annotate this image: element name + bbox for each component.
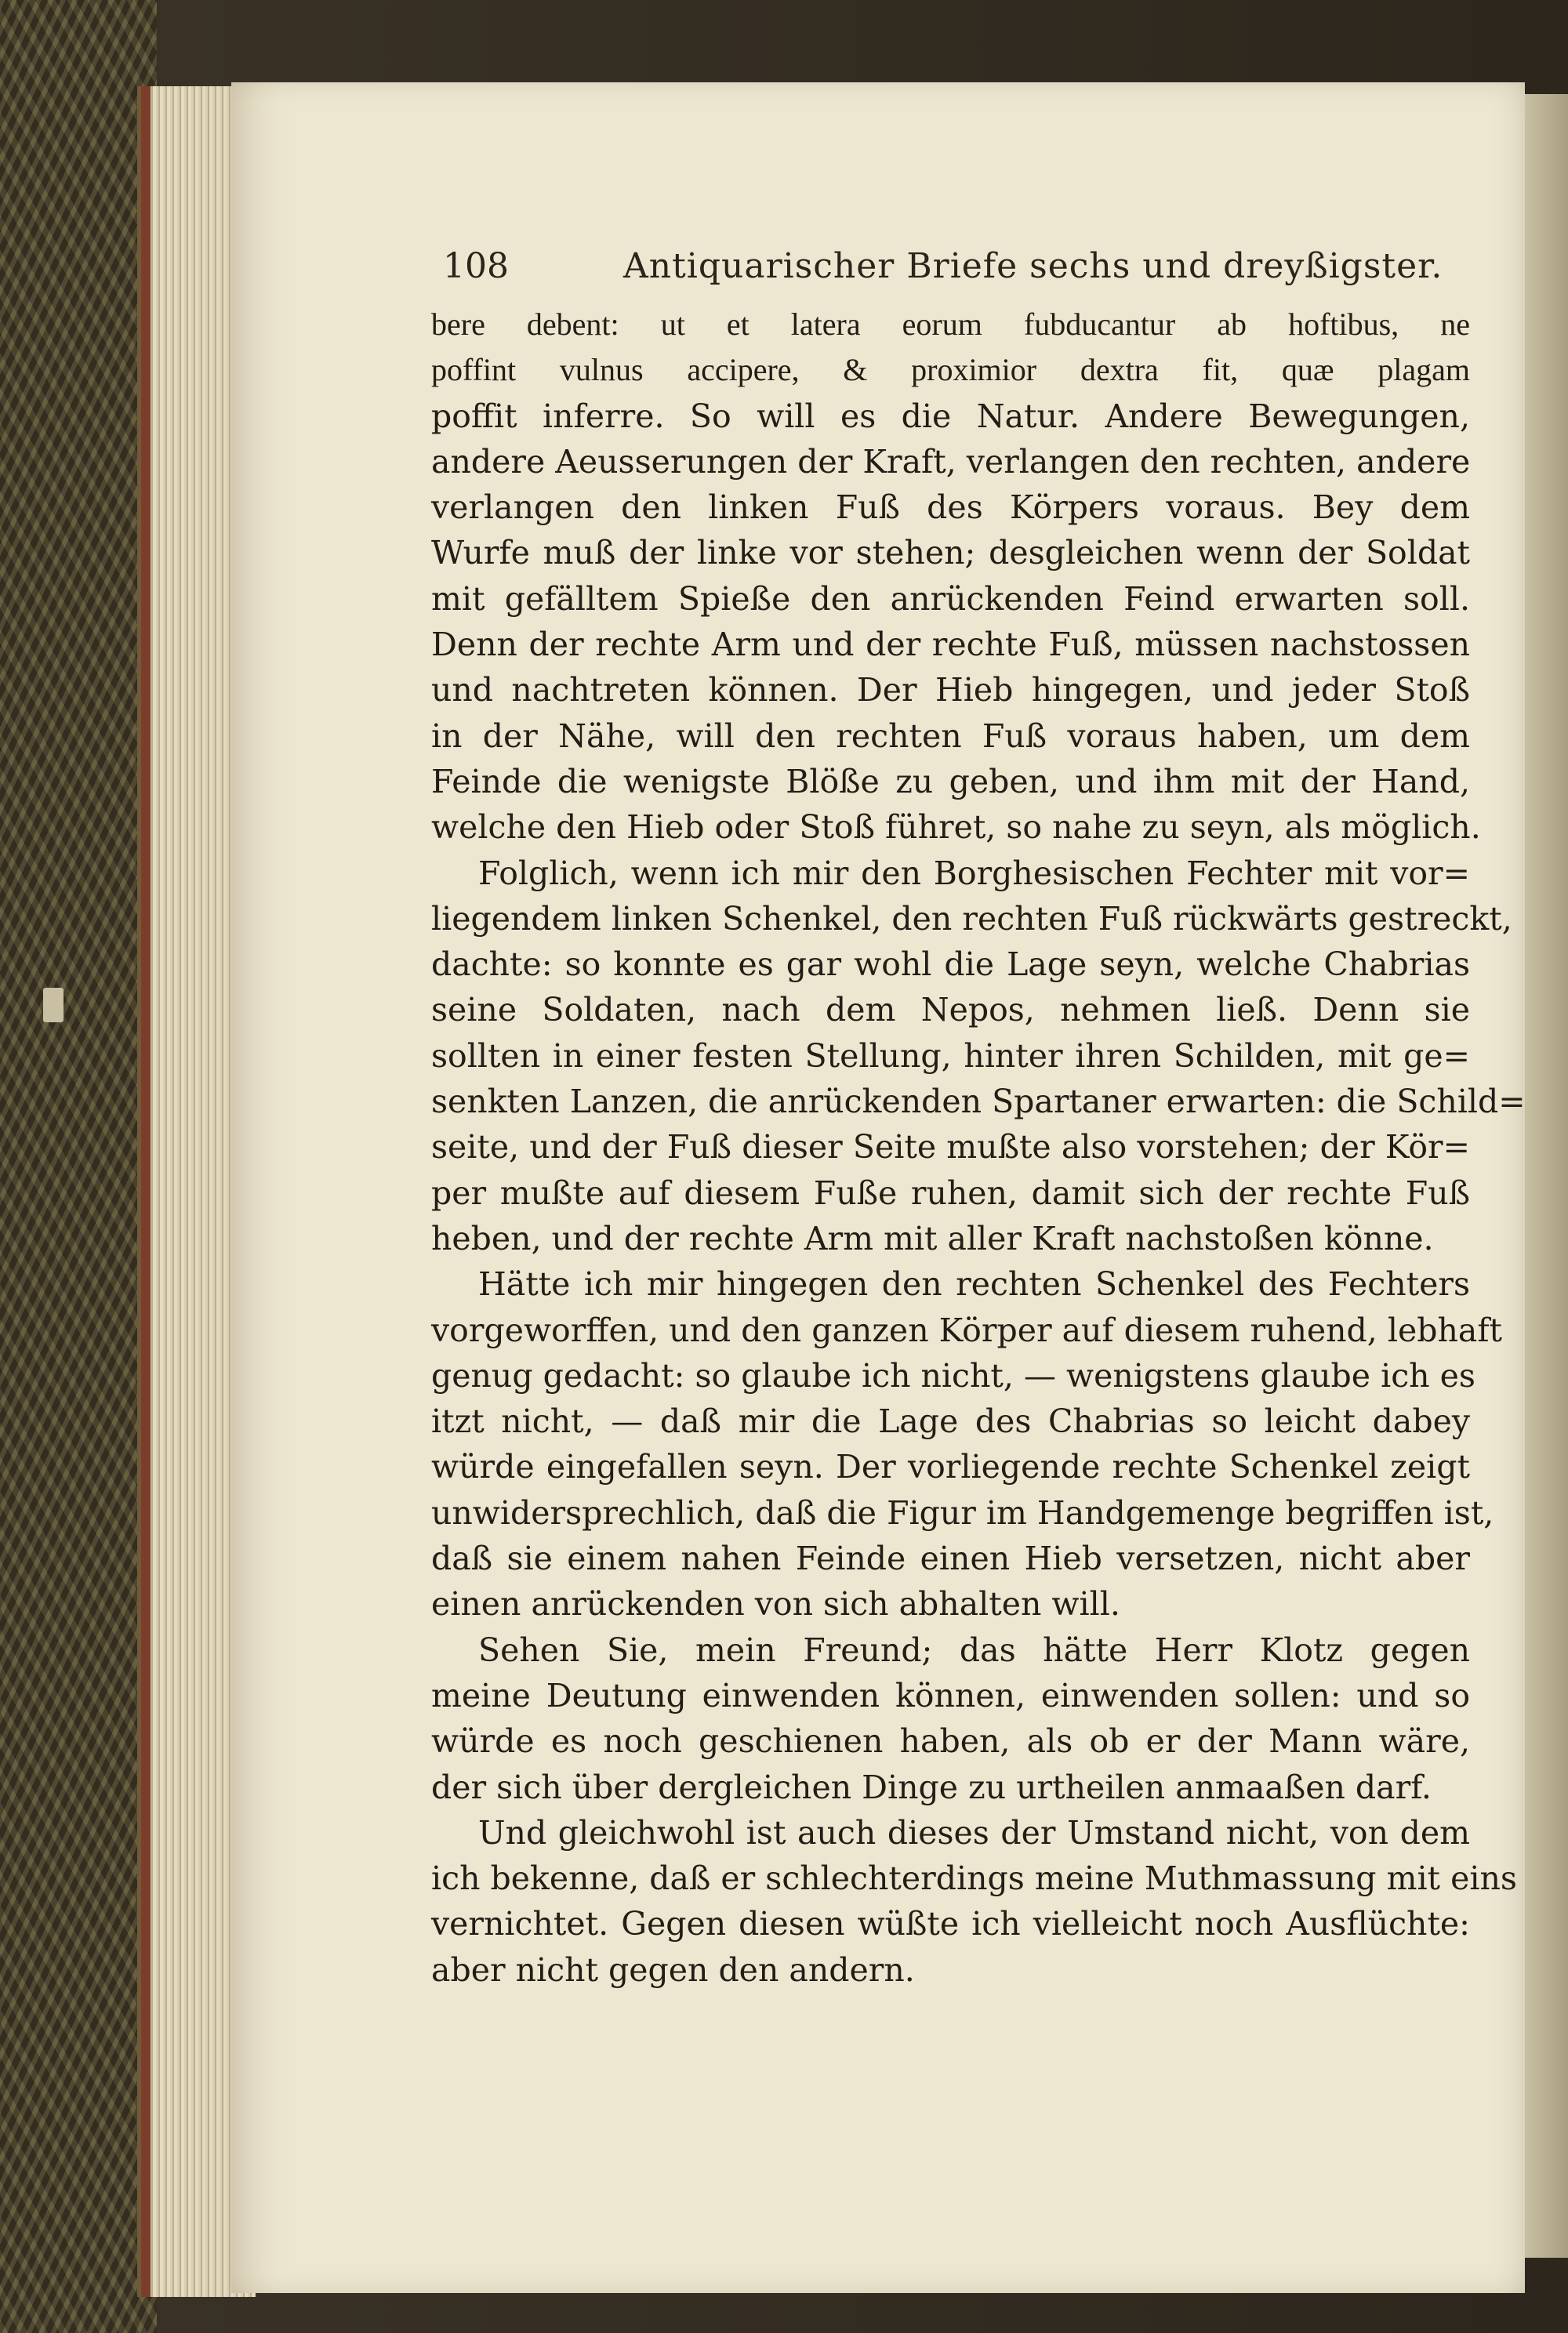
text-line: ich bekenne, daß er schlechterdings meine Muthmassung mit eins: [431, 1860, 1517, 1898]
page-header: [443, 235, 1462, 298]
text-line: verlangen den linken Fuß des Körpers voraus. Bey dem: [431, 488, 1470, 527]
text-line: welche den Hieb oder Stoß führet, so nahe zu seyn, als möglich.: [431, 808, 1481, 847]
text-line: Und gleichwohl ist auch dieses der Umstand nicht, von dem: [478, 1813, 1470, 1852]
text-line: dachte: so konnte es gar wohl die Lage seyn, welche Chabrias: [431, 945, 1470, 984]
text-line: itzt nicht, — daß mir die Lage des Chabrias so leicht dabey: [431, 1402, 1470, 1441]
text-line: Denn der rechte Arm und der rechte Fuß, müssen nachstossen: [431, 626, 1470, 664]
text-line: genug gedacht: so glaube ich nicht, — wenigstens glaube ich es: [431, 1356, 1475, 1395]
marbled-cover: [0, 0, 157, 2333]
text-line: andere Aeusserungen der Kraft, verlangen den rechten, andere: [431, 442, 1471, 481]
text-line: würde eingefallen seyn. Der vorliegende rechte Schenkel zeigt: [431, 1448, 1470, 1486]
cover-tab: [43, 988, 64, 1022]
text-line: sollten in einer festen Stellung, hinter ihren Schilden, mit ge=: [431, 1036, 1470, 1075]
text-line: Feinde die wenigste Blöße zu geben, und ihm mit der Hand,: [431, 762, 1470, 800]
text-line: würde es noch geschienen haben, als ob er der Mann wäre,: [431, 1722, 1470, 1761]
text-line: Folglich, wenn ich mir den Borghesischen Fechter mit vor=: [478, 854, 1470, 892]
text-line: liegendem linken Schenkel, den rechten Fuß rückwärts gestreckt,: [431, 899, 1512, 938]
text-line: poffint vulnus accipere, & proximior dextra fit, quæ plagam: [431, 352, 1470, 388]
text-line: heben, und der rechte Arm mit aller Kraft nachstoßen könne.: [431, 1219, 1434, 1257]
text-line: per mußte auf diesem Fuße ruhen, damit sich der rechte Fuß: [431, 1174, 1470, 1212]
text-line: vorgeworffen, und den ganzen Körper auf diesem ruhend, lebhaft: [431, 1311, 1502, 1349]
text-line: aber nicht gegen den andern.: [431, 1950, 915, 1989]
page-number: 108: [443, 246, 509, 286]
text-line: poffit inferre. So will es die Natur. Andere Bewegungen,: [431, 397, 1470, 435]
text-line: seite, und der Fuß dieser Seite mußte also vorstehen; der Kör=: [431, 1128, 1470, 1166]
text-line: vernichtet. Gegen diesen wüßte ich vielleicht noch Ausflüchte:: [431, 1905, 1470, 1943]
text-line: Hätte ich mir hingegen den rechten Schenkel des Fechters: [478, 1265, 1470, 1304]
text-line: meine Deutung einwenden können, einwenden sollen: und so: [431, 1676, 1470, 1714]
text-line: Wurfe muß der linke vor stehen; desgleichen wenn der Soldat: [431, 534, 1470, 572]
spine-edge: [141, 86, 151, 2297]
text-line: bere debent: ut et latera eorum fubducantur ab hoftibus, ne: [431, 307, 1470, 342]
text-line: in der Nähe, will den rechten Fuß voraus haben, um dem: [431, 717, 1470, 755]
text-line: der sich über dergleichen Dinge zu urtheilen anmaaßen darf.: [431, 1768, 1432, 1806]
text-line: mit gefälltem Spieße den anrückenden Feind erwarten soll.: [431, 579, 1470, 618]
text-line: seine Soldaten, nach dem Nepos, nehmen ließ. Denn sie: [431, 991, 1470, 1029]
text-line: und nachtreten können. Der Hieb hingegen, und jeder Stoß: [431, 671, 1470, 709]
body-text: [431, 302, 1526, 1993]
book-page: [231, 82, 1525, 2293]
text-line: daß sie einem nahen Feinde einen Hieb versetzen, nicht aber: [431, 1540, 1470, 1578]
text-line: unwidersprechlich, daß die Figur im Handgemenge begriffen ist,: [431, 1493, 1494, 1532]
text-line: einen anrückenden von sich abhalten will.: [431, 1585, 1120, 1624]
text-line: senkten Lanzen, die anrückenden Spartaner erwarten: die Schild=: [431, 1083, 1526, 1121]
text-line: Sehen Sie, mein Freund; das hätte Herr Klotz gegen: [478, 1631, 1470, 1669]
running-head: Antiquarischer Briefe sechs und dreyßigster.: [623, 246, 1443, 286]
